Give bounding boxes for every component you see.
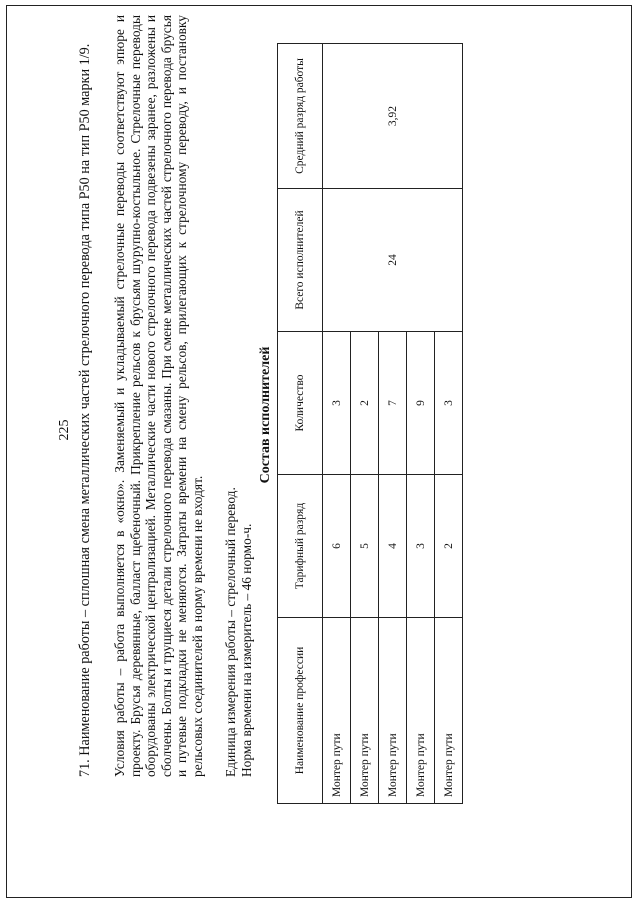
- time-norm: Норма времени на измеритель – 46 нормо-ч.: [239, 523, 254, 777]
- crew-table: [277, 43, 463, 804]
- header-total: Всего исполнителей: [278, 189, 323, 332]
- count-cell: 3: [323, 332, 351, 475]
- grade-cell: 6: [323, 475, 351, 618]
- page-number: 225: [57, 419, 72, 441]
- measurement-unit: Единица измерения работы – стрелочный перевод.: [223, 487, 238, 777]
- work-title: 71. Наименование работы – сплошная смена металлических частей стрелочного перевода типа Р50 на тип Р50 марки 1/9.: [77, 43, 93, 777]
- grade-cell: 4: [379, 475, 407, 618]
- count-cell: 9: [407, 332, 435, 475]
- header-grade: Тарифный разряд: [278, 475, 323, 618]
- work-conditions: Условия работы – работа выполняется в «окно». Заменяемый и укладываемый стрелочные переводы соответствуют эпюре и проекту. Брусья деревянные, балласт щебеночный. Прикрепление рельсов к брусьям шурупно-костыльное. Стрелочные переводы оборудованы электрической централизацией. Металлические части нового стрелочного перевода подвезены заранее, разложены и сболчены. Болты и трущиеся детали стрелочного перевода смазаны. При смене металлических частей стрелочного перевода брусья и путевые подкладки не меняются. Затраты времени на смену рельсов, прилегающих к стрелочному переводу, и постановку рельсовых соединителей в норму времени не входят.: [112, 15, 205, 777]
- rotated-page: [57, 15, 515, 845]
- header-count: Количество: [278, 332, 323, 475]
- profession-cell: Монтер пути: [351, 618, 379, 804]
- header-average-grade: Средний разряд работы: [278, 44, 323, 189]
- count-cell: 2: [351, 332, 379, 475]
- grade-cell: 3: [407, 475, 435, 618]
- count-cell: 7: [379, 332, 407, 475]
- table-row: [323, 44, 351, 804]
- table-header-row: [278, 44, 323, 804]
- total-cell: 24: [323, 189, 463, 332]
- count-cell: 3: [435, 332, 463, 475]
- average-grade-cell: 3,92: [323, 44, 463, 189]
- profession-cell: Монтер пути: [407, 618, 435, 804]
- grade-cell: 5: [351, 475, 379, 618]
- grade-cell: 2: [435, 475, 463, 618]
- table-caption: Состав исполнителей: [258, 346, 273, 484]
- header-profession: Наименование профессии: [278, 618, 323, 804]
- profession-cell: Монтер пути: [323, 618, 351, 804]
- profession-cell: Монтер пути: [435, 618, 463, 804]
- profession-cell: Монтер пути: [379, 618, 407, 804]
